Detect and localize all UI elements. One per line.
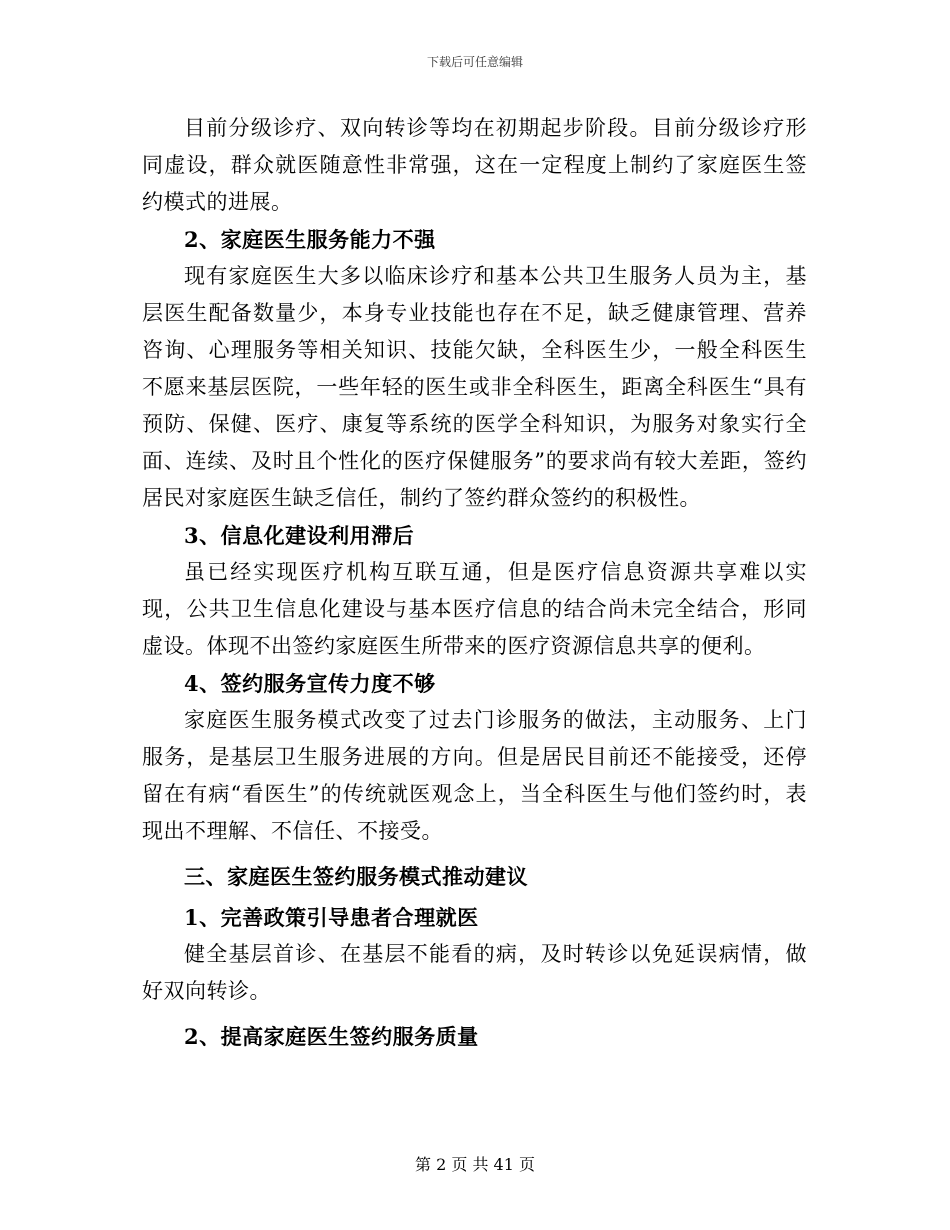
page-header: 下载后可任意编辑 (426, 55, 523, 69)
paragraph-referral-status: 目前分级诊疗、双向转诊等均在初期起步阶段。目前分级诊疗形同虚设，群众就医随意性非常强，这在一定程度上制约了家庭医生签约模式的进展。 (142, 116, 807, 214)
paragraph-informatization: 虽已经实现医疗机构互联互通，但是医疗信息资源共享难以实现，公共卫生信息化建设与基本医疗信息的结合尚未完全结合，形同虚设。体现不出签约家庭医生所带来的医疗资源信息共享的便利。 (142, 560, 807, 658)
heading-informatization: 3、信息化建设利用滞后 (184, 523, 415, 548)
heading-policy-guidance: 1、完善政策引导患者合理就医 (184, 905, 479, 930)
document-body (142, 110, 807, 1059)
heading-service-quality: 2、提高家庭医生签约服务质量 (184, 1024, 479, 1049)
heading-section-three: 三、家庭医生签约服务模式推动建议 (184, 864, 528, 889)
paragraph-doctor-capability: 现有家庭医生大多以临床诊疗和基本公共卫生服务人员为主，基层医生配备数量少，本身专业技能也存在不足，缺乏健康管理、营养咨询、心理服务等相关知识、技能欠缺，全科医生少，一般全科医生不愿来基层医院，一些年轻的医生或非全科医生，距离全科医生“具有预防、保健、医疗、康复等系统的医学全科知识，为服务对象实行全面、连续、及时且个性化的医疗保健服务”的要求尚有较大差距，签约居民对家庭医生缺乏信任，制约了签约群众签约的积极性。 (142, 264, 807, 510)
heading-publicity: 4、签约服务宣传力度不够 (184, 671, 436, 696)
page-footer: 第 2 页 共 41 页 (415, 1155, 535, 1174)
heading-doctor-capability: 2、家庭医生服务能力不强 (184, 227, 436, 252)
paragraph-publicity: 家庭医生服务模式改变了过去门诊服务的做法，主动服务、上门服务，是基层卫生服务进展的方向。但是居民目前还不能接受，还停留在有病“看医生”的传统就医观念上，当全科医生与他们签约时，表现出不理解、不信任、不接受。 (142, 708, 807, 843)
paragraph-policy-guidance: 健全基层首诊、在基层不能看的病，及时转诊以免延误病情，做好双向转诊。 (142, 942, 807, 1003)
